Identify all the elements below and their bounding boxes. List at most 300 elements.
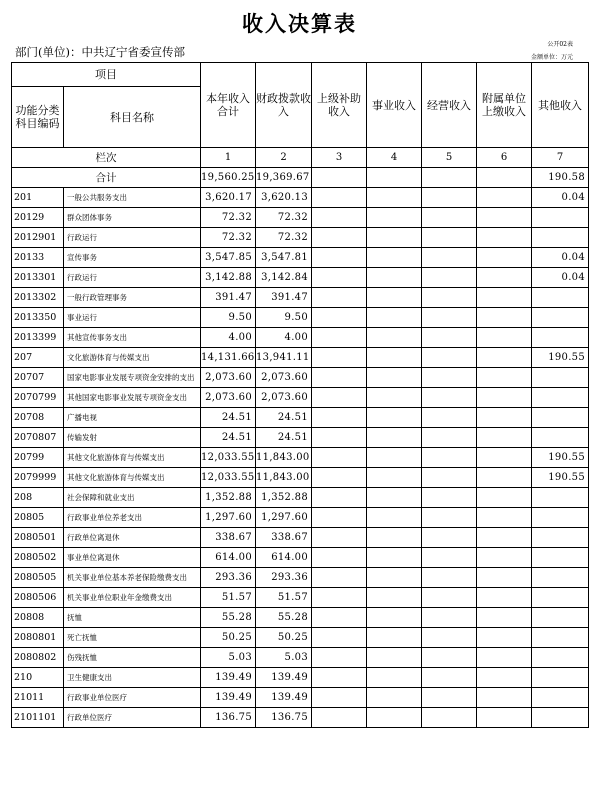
function-code-cell: 20808: [12, 608, 64, 628]
amount-cell: [367, 528, 422, 548]
function-code-cell: 2013399: [12, 328, 64, 348]
function-code-cell: 2080801: [12, 628, 64, 648]
amount-cell: [422, 188, 477, 208]
page-title: 收入决算表: [242, 11, 357, 36]
amount-cell: [532, 568, 589, 588]
table-row: [12, 188, 589, 208]
table-row: [12, 308, 589, 328]
amount-cell: 2,073.60: [201, 388, 256, 408]
amount-cell: [477, 328, 532, 348]
amount-cell: [532, 608, 589, 628]
function-code-cell: 20708: [12, 408, 64, 428]
amount-cell: [367, 568, 422, 588]
header-operating-income: 经营收入: [422, 63, 477, 148]
function-code-cell: 2080505: [12, 568, 64, 588]
table-row: [12, 268, 589, 288]
amount-cell: [477, 428, 532, 448]
amount-cell: 4.00: [201, 328, 256, 348]
amount-cell: 139.49: [201, 668, 256, 688]
amount-cell: 24.51: [201, 408, 256, 428]
amount-cell: 3,142.88: [201, 268, 256, 288]
amount-cell: 1,352.88: [201, 488, 256, 508]
amount-cell: [312, 208, 367, 228]
function-code-cell: 2101101: [12, 708, 64, 728]
amount-cell: [367, 208, 422, 228]
amount-cell: 614.00: [201, 548, 256, 568]
table-row: [12, 608, 589, 628]
amount-cell: [532, 288, 589, 308]
amount-cell: 14,131.66: [201, 348, 256, 368]
amount-cell: [422, 468, 477, 488]
header-other-income: 其他收入: [532, 63, 589, 148]
amount-unit-label: 金额单位：万元: [530, 54, 573, 61]
amount-cell: [477, 628, 532, 648]
table-row: [12, 348, 589, 368]
amount-cell: [532, 408, 589, 428]
amount-cell: [422, 248, 477, 268]
amount-cell: 3,547.81: [256, 248, 312, 268]
function-code-cell: 201: [12, 188, 64, 208]
table-row: [12, 548, 589, 568]
amount-cell: [477, 568, 532, 588]
amount-cell: [532, 528, 589, 548]
amount-cell: 2,073.60: [256, 388, 312, 408]
amount-cell: [477, 488, 532, 508]
index-cell: 5: [422, 148, 477, 168]
function-code-cell: 2013350: [12, 308, 64, 328]
amount-cell: [532, 328, 589, 348]
amount-cell: [477, 668, 532, 688]
amount-cell: [477, 468, 532, 488]
amount-cell: [422, 268, 477, 288]
amount-cell: [532, 628, 589, 648]
amount-cell: 55.28: [201, 608, 256, 628]
amount-cell: [422, 508, 477, 528]
amount-cell: 3,547.85: [201, 248, 256, 268]
amount-cell: [477, 448, 532, 468]
amount-cell: 72.32: [201, 208, 256, 228]
amount-cell: [367, 428, 422, 448]
amount-cell: [312, 348, 367, 368]
header-fiscal-appropriation: 财政拨款收入: [256, 63, 312, 148]
amount-cell: 2,073.60: [256, 368, 312, 388]
subject-name-cell: 行政运行: [64, 268, 201, 288]
amount-cell: 190.55: [532, 468, 589, 488]
amount-cell: [477, 268, 532, 288]
table-row: [12, 248, 589, 268]
amount-cell: [477, 248, 532, 268]
table-row: [12, 468, 589, 488]
amount-cell: [422, 348, 477, 368]
amount-cell: [477, 508, 532, 528]
amount-cell: 338.67: [201, 528, 256, 548]
amount-cell: 139.49: [256, 668, 312, 688]
amount-cell: [312, 248, 367, 268]
total-cell: [367, 168, 422, 188]
total-row: [12, 168, 589, 188]
amount-cell: [312, 468, 367, 488]
amount-cell: 614.00: [256, 548, 312, 568]
index-cell: 2: [256, 148, 312, 168]
amount-cell: [477, 388, 532, 408]
total-cell: 190.58: [532, 168, 589, 188]
subject-name-cell: 卫生健康支出: [64, 668, 201, 688]
amount-cell: [312, 528, 367, 548]
subject-name-cell: 伤残抚恤: [64, 648, 201, 668]
table-row: [12, 568, 589, 588]
amount-cell: [477, 548, 532, 568]
form-code-label: 公开02表: [547, 41, 573, 48]
subject-name-cell: 行政事业单位养老支出: [64, 508, 201, 528]
table-row: [12, 208, 589, 228]
table-row: [12, 668, 589, 688]
amount-cell: 72.32: [256, 208, 312, 228]
amount-cell: [312, 588, 367, 608]
amount-cell: [422, 368, 477, 388]
subject-name-cell: 群众团体事务: [64, 208, 201, 228]
subject-name-cell: 宣传事务: [64, 248, 201, 268]
table-row: [12, 648, 589, 668]
amount-cell: [312, 628, 367, 648]
subject-name-cell: 行政单位离退休: [64, 528, 201, 548]
amount-cell: 1,297.60: [256, 508, 312, 528]
amount-cell: [312, 308, 367, 328]
amount-cell: 338.67: [256, 528, 312, 548]
amount-cell: 136.75: [256, 708, 312, 728]
header-function-code: 功能分类科目编码: [12, 87, 64, 148]
amount-cell: 13,941.11: [256, 348, 312, 368]
amount-cell: [367, 268, 422, 288]
amount-cell: [367, 488, 422, 508]
amount-cell: [367, 668, 422, 688]
function-code-cell: 2013302: [12, 288, 64, 308]
subject-name-cell: 广播电视: [64, 408, 201, 428]
amount-cell: 11,843.00: [256, 468, 312, 488]
amount-cell: 50.25: [256, 628, 312, 648]
department-label: 部门(单位)：中共辽宁省委宣传部: [15, 45, 185, 59]
table-row: [12, 488, 589, 508]
amount-cell: [312, 648, 367, 668]
amount-cell: [532, 548, 589, 568]
function-code-cell: 208: [12, 488, 64, 508]
amount-cell: [367, 328, 422, 348]
total-cell: [422, 168, 477, 188]
amount-cell: [532, 648, 589, 668]
subject-name-cell: 行政单位医疗: [64, 708, 201, 728]
subject-name-cell: 行政运行: [64, 228, 201, 248]
subject-name-cell: 死亡抚恤: [64, 628, 201, 648]
amount-cell: [477, 408, 532, 428]
amount-cell: [367, 368, 422, 388]
amount-cell: [367, 708, 422, 728]
amount-cell: [477, 708, 532, 728]
subject-name-cell: 其他文化旅游体育与传媒支出: [64, 448, 201, 468]
subject-name-cell: 机关事业单位职业年金缴费支出: [64, 588, 201, 608]
amount-cell: [367, 288, 422, 308]
amount-cell: [532, 688, 589, 708]
amount-cell: 4.00: [256, 328, 312, 348]
function-code-cell: 2013301: [12, 268, 64, 288]
amount-cell: [367, 448, 422, 468]
amount-cell: [422, 608, 477, 628]
amount-cell: [312, 268, 367, 288]
amount-cell: [312, 668, 367, 688]
function-code-cell: 2079999: [12, 468, 64, 488]
subject-name-cell: 机关事业单位基本养老保险缴费支出: [64, 568, 201, 588]
amount-cell: [477, 368, 532, 388]
table-row: [12, 328, 589, 348]
function-code-cell: 20129: [12, 208, 64, 228]
amount-cell: 24.51: [256, 428, 312, 448]
amount-cell: [422, 288, 477, 308]
amount-cell: [532, 308, 589, 328]
function-code-cell: 20805: [12, 508, 64, 528]
table-row: [12, 228, 589, 248]
index-cell: 1: [201, 148, 256, 168]
index-cell: 7: [532, 148, 589, 168]
header-total-income: 本年收入合计: [201, 63, 256, 148]
amount-cell: [532, 368, 589, 388]
index-row: [12, 148, 589, 168]
amount-cell: [367, 628, 422, 648]
amount-cell: [312, 328, 367, 348]
amount-cell: 50.25: [201, 628, 256, 648]
amount-cell: 9.50: [256, 308, 312, 328]
index-cell: 4: [367, 148, 422, 168]
amount-cell: [422, 588, 477, 608]
amount-cell: 0.04: [532, 268, 589, 288]
amount-cell: 3,620.17: [201, 188, 256, 208]
amount-cell: 139.49: [201, 688, 256, 708]
table-row: [12, 368, 589, 388]
amount-cell: [367, 228, 422, 248]
amount-cell: [422, 448, 477, 468]
amount-cell: 2,073.60: [201, 368, 256, 388]
amount-cell: [312, 608, 367, 628]
amount-cell: [367, 348, 422, 368]
subject-name-cell: 国家电影事业发展专项资金安排的支出: [64, 368, 201, 388]
amount-cell: [422, 308, 477, 328]
amount-cell: [312, 688, 367, 708]
amount-cell: 391.47: [256, 288, 312, 308]
index-label: 栏次: [12, 148, 201, 168]
amount-cell: [367, 688, 422, 708]
amount-cell: [312, 488, 367, 508]
amount-cell: 3,142.84: [256, 268, 312, 288]
subject-name-cell: 事业单位离退休: [64, 548, 201, 568]
function-code-cell: 2070807: [12, 428, 64, 448]
function-code-cell: 20799: [12, 448, 64, 468]
amount-cell: [422, 428, 477, 448]
function-code-cell: 2080501: [12, 528, 64, 548]
amount-cell: [367, 648, 422, 668]
amount-cell: [532, 708, 589, 728]
amount-cell: [532, 588, 589, 608]
amount-cell: [312, 408, 367, 428]
table-row: [12, 528, 589, 548]
amount-cell: [422, 668, 477, 688]
table-row: [12, 388, 589, 408]
amount-cell: [367, 408, 422, 428]
subject-name-cell: 其他宣传事务支出: [64, 328, 201, 348]
table-row: [12, 428, 589, 448]
total-cell: [312, 168, 367, 188]
function-code-cell: 2012901: [12, 228, 64, 248]
table-row: [12, 448, 589, 468]
amount-cell: [422, 328, 477, 348]
function-code-cell: 2080506: [12, 588, 64, 608]
amount-cell: [312, 368, 367, 388]
function-code-cell: 20707: [12, 368, 64, 388]
amount-cell: [312, 228, 367, 248]
function-code-cell: 21011: [12, 688, 64, 708]
amount-cell: [422, 708, 477, 728]
amount-cell: 1,297.60: [201, 508, 256, 528]
table-row: [12, 288, 589, 308]
amount-cell: [532, 488, 589, 508]
amount-cell: [312, 448, 367, 468]
subject-name-cell: 其他国家电影事业发展专项资金支出: [64, 388, 201, 408]
table-row: [12, 628, 589, 648]
amount-cell: [532, 208, 589, 228]
amount-cell: [532, 388, 589, 408]
amount-cell: [422, 548, 477, 568]
subject-name-cell: 一般公共服务支出: [64, 188, 201, 208]
subject-name-cell: 抚恤: [64, 608, 201, 628]
total-label: 合计: [12, 168, 201, 188]
amount-cell: 9.50: [201, 308, 256, 328]
total-cell: 19,560.25: [201, 168, 256, 188]
function-code-cell: 2070799: [12, 388, 64, 408]
amount-cell: [422, 208, 477, 228]
amount-cell: 72.32: [201, 228, 256, 248]
amount-cell: [367, 468, 422, 488]
amount-cell: [367, 508, 422, 528]
amount-cell: 51.57: [256, 588, 312, 608]
subject-name-cell: 社会保障和就业支出: [64, 488, 201, 508]
function-code-cell: 2080802: [12, 648, 64, 668]
amount-cell: 0.04: [532, 188, 589, 208]
amount-cell: 55.28: [256, 608, 312, 628]
amount-cell: 12,033.55: [201, 468, 256, 488]
amount-cell: [532, 668, 589, 688]
amount-cell: [477, 528, 532, 548]
amount-cell: [367, 608, 422, 628]
amount-cell: [477, 288, 532, 308]
amount-cell: [312, 548, 367, 568]
amount-cell: [367, 248, 422, 268]
amount-cell: 136.75: [201, 708, 256, 728]
amount-cell: [477, 348, 532, 368]
amount-cell: [532, 428, 589, 448]
amount-cell: [477, 308, 532, 328]
header-business-income: 事业收入: [367, 63, 422, 148]
amount-cell: 0.04: [532, 248, 589, 268]
function-code-cell: 2080502: [12, 548, 64, 568]
amount-cell: [477, 688, 532, 708]
subject-name-cell: 事业运行: [64, 308, 201, 328]
amount-cell: [477, 608, 532, 628]
total-cell: 19,369.67: [256, 168, 312, 188]
amount-cell: 293.36: [201, 568, 256, 588]
amount-cell: [477, 228, 532, 248]
amount-cell: 12,033.55: [201, 448, 256, 468]
amount-cell: 293.36: [256, 568, 312, 588]
function-code-cell: 20133: [12, 248, 64, 268]
index-cell: 3: [312, 148, 367, 168]
table-row: [12, 708, 589, 728]
amount-cell: 139.49: [256, 688, 312, 708]
amount-cell: 24.51: [256, 408, 312, 428]
amount-cell: [367, 388, 422, 408]
amount-cell: [312, 568, 367, 588]
amount-cell: 51.57: [201, 588, 256, 608]
amount-cell: [422, 388, 477, 408]
amount-cell: [532, 228, 589, 248]
amount-cell: [477, 208, 532, 228]
amount-cell: [312, 288, 367, 308]
amount-cell: [477, 588, 532, 608]
amount-cell: [422, 488, 477, 508]
amount-cell: 1,352.88: [256, 488, 312, 508]
amount-cell: 11,843.00: [256, 448, 312, 468]
function-code-cell: 210: [12, 668, 64, 688]
amount-cell: [367, 188, 422, 208]
amount-cell: 5.03: [256, 648, 312, 668]
header-item: 项目: [12, 63, 201, 87]
amount-cell: 72.32: [256, 228, 312, 248]
amount-cell: 190.55: [532, 348, 589, 368]
amount-cell: 3,620.13: [256, 188, 312, 208]
amount-cell: [367, 548, 422, 568]
total-cell: [477, 168, 532, 188]
subject-name-cell: 一般行政管理事务: [64, 288, 201, 308]
amount-cell: [312, 388, 367, 408]
amount-cell: [532, 508, 589, 528]
table-row: [12, 688, 589, 708]
index-cell: 6: [477, 148, 532, 168]
subject-name-cell: 行政事业单位医疗: [64, 688, 201, 708]
subject-name-cell: 其他文化旅游体育与传媒支出: [64, 468, 201, 488]
amount-cell: [367, 308, 422, 328]
amount-cell: [367, 588, 422, 608]
amount-cell: [422, 628, 477, 648]
amount-cell: [312, 428, 367, 448]
amount-cell: [312, 708, 367, 728]
function-code-cell: 207: [12, 348, 64, 368]
amount-cell: 190.55: [532, 448, 589, 468]
amount-cell: 24.51: [201, 428, 256, 448]
amount-cell: [422, 648, 477, 668]
table-row: [12, 408, 589, 428]
header-superior-subsidy: 上级补助收入: [312, 63, 367, 148]
income-final-accounts-table: [11, 62, 589, 728]
amount-cell: [422, 228, 477, 248]
amount-cell: [422, 528, 477, 548]
subject-name-cell: 传输发射: [64, 428, 201, 448]
amount-cell: [422, 568, 477, 588]
table-row: [12, 508, 589, 528]
amount-cell: [477, 648, 532, 668]
table-row: [12, 588, 589, 608]
subject-name-cell: 文化旅游体育与传媒支出: [64, 348, 201, 368]
amount-cell: [477, 188, 532, 208]
amount-cell: 5.03: [201, 648, 256, 668]
header-affiliated-income: 附属单位上缴收入: [477, 63, 532, 148]
amount-cell: [422, 688, 477, 708]
amount-cell: 391.47: [201, 288, 256, 308]
amount-cell: [422, 408, 477, 428]
